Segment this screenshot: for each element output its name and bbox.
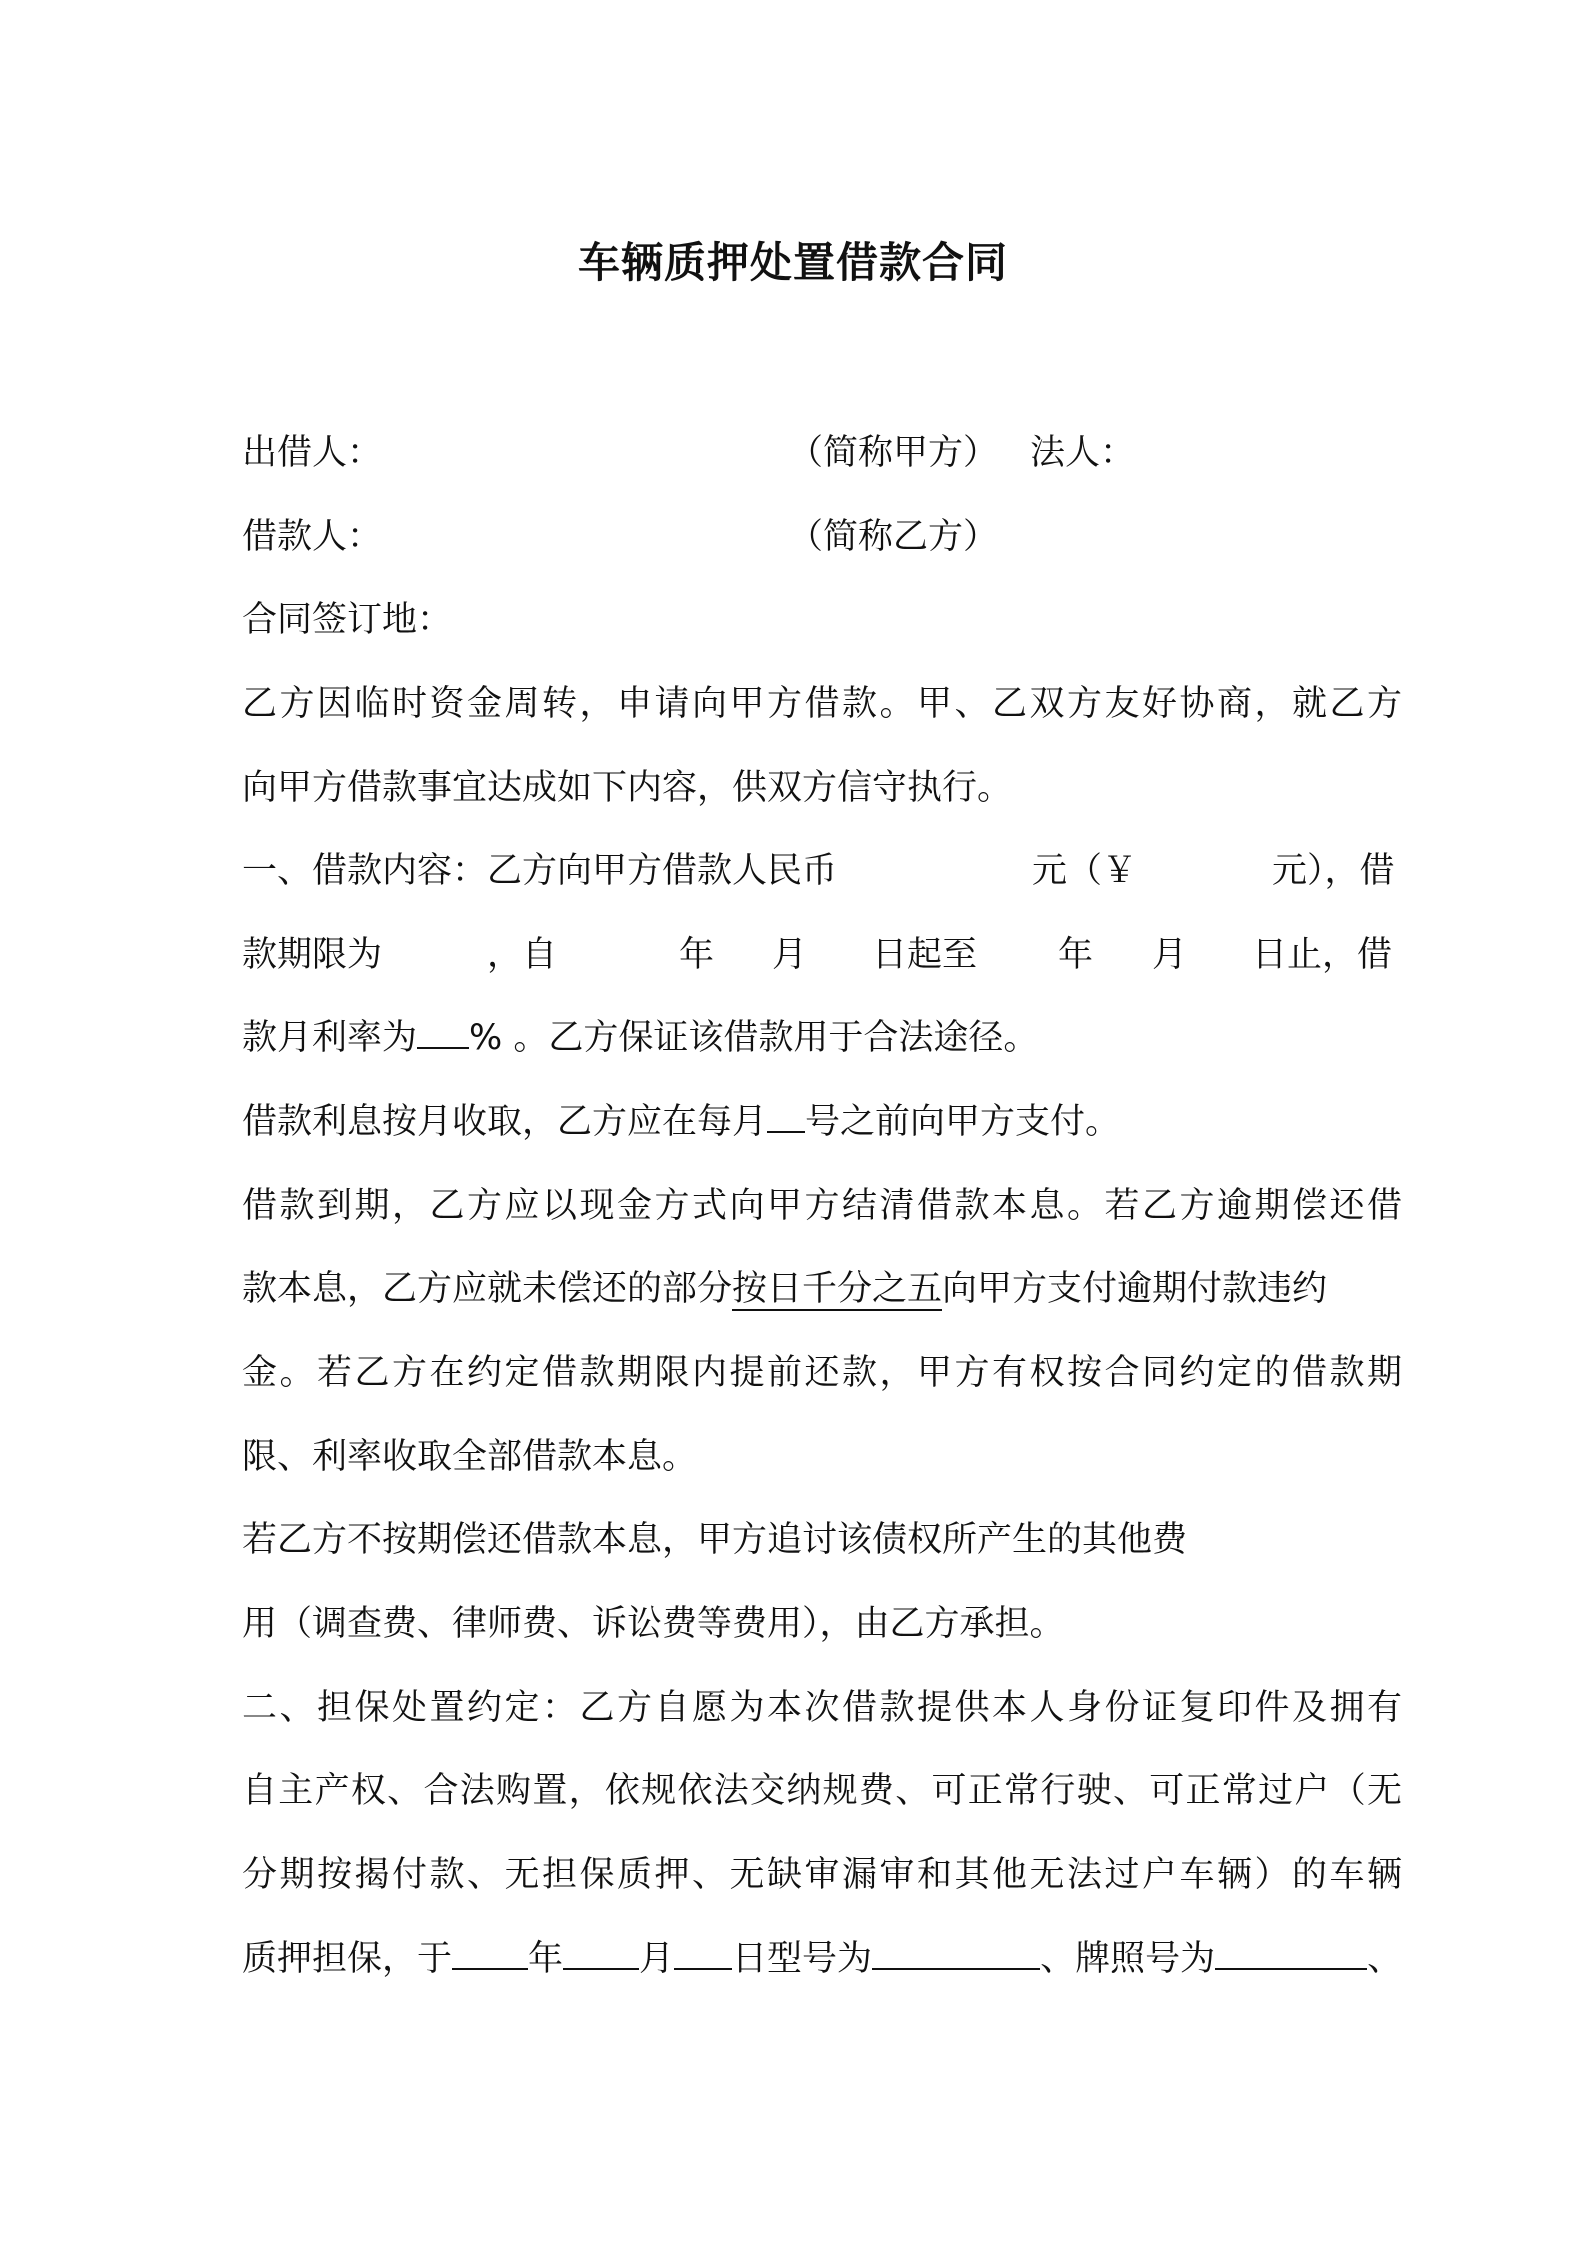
clause1-amount-yuan: 元（￥ (1032, 851, 1138, 891)
clause1-line-4 (242, 1099, 1402, 1145)
clause1-from-day: 日起至 (872, 935, 978, 975)
lender-short-name: （简称甲方） (788, 433, 999, 473)
clause1-amount-end: 元），借 (1272, 851, 1395, 891)
plate-number-blank (1215, 1936, 1367, 1970)
pledge-year-blank (452, 1936, 528, 1970)
clause2-plate-label: 、牌照号为 (1040, 1939, 1216, 1979)
clause1-rate-text: 。乙方保证该借款用于合法途径。 (502, 1018, 1039, 1058)
vehicle-model-blank (872, 1936, 1040, 1970)
due-line-2-c: 向甲方支付逾期付款违约 (942, 1269, 1328, 1309)
clause1-rate-label: 款月利率为 (242, 1018, 418, 1058)
clause2-line-1: 二、担保处置约定：乙方自愿为本次借款提供本人身份证复印件及拥有 (242, 1688, 1402, 1728)
clause2-year: 年 (528, 1939, 564, 1979)
borrower-short-name: （简称乙方） (788, 517, 999, 557)
clause1-interest-end: 号之前向甲方支付。 (805, 1102, 1121, 1142)
pledge-day-blank (674, 1936, 732, 1970)
clause1-to-year: 年 (1058, 935, 1094, 975)
intro-line-1: 乙方因临时资金周转，申请向甲方借款。甲、乙双方友好协商，就乙方 (242, 684, 1402, 724)
interest-day-blank (767, 1099, 805, 1133)
due-line-4: 限、利率收取全部借款本息。 (242, 1437, 698, 1477)
clause1-rate-percent: % (469, 1018, 503, 1058)
pledge-month-blank (563, 1936, 639, 1970)
clause1-from-month: 月 (772, 935, 808, 975)
clause2-month: 月 (639, 1939, 675, 1979)
clause2-line-end: 、 (1367, 1939, 1403, 1979)
due-line-5: 若乙方不按期偿还借款本息，甲方追讨该债权所产生的其他费 (242, 1520, 1188, 1560)
clause2-model-label: 日型号为 (732, 1939, 873, 1979)
clause1-interest-text: 借款利息按月收取，乙方应在每月 (242, 1102, 768, 1142)
borrower-label: 借款人： (242, 517, 383, 557)
clause1-from-year: 年 (679, 935, 715, 975)
clause2-line-4 (242, 1936, 1402, 1982)
due-line-2-a: 款本息，乙方应就未偿还的部分 (242, 1269, 733, 1309)
clause2-line-2: 自主产权、合法购置，依规依法交纳规费、可正常行驶、可正常过户（无 (242, 1771, 1402, 1811)
contract-title: 车辆质押处置借款合同 (577, 238, 1008, 287)
legal-person-label: 法人： (1030, 433, 1136, 473)
due-line-1: 借款到期，乙方应以现金方式向甲方结清借款本息。若乙方逾期偿还借 (242, 1186, 1402, 1226)
due-line-2 (242, 1266, 1402, 1312)
due-line-6: 用（调查费、律师费、诉讼费等费用），由乙方承担。 (242, 1604, 1065, 1644)
clause1-to-day: 日止，借 (1252, 935, 1393, 975)
clause1-line-3 (242, 1015, 1402, 1061)
penalty-rate-underlined: 按日千分之五 (732, 1269, 943, 1309)
rate-blank (417, 1015, 469, 1049)
clause1-from-label: ，自 (487, 935, 558, 975)
clause1-term-label: 款期限为 (242, 935, 383, 975)
clause1-amount-text: 一、借款内容：乙方向甲方借款人民币 (242, 851, 838, 891)
clause2-line-3: 分期按揭付款、无担保质押、无缺审漏审和其他无法过户车辆）的车辆 (242, 1855, 1402, 1895)
intro-line-2: 向甲方借款事宜达成如下内容，供双方信守执行。 (242, 768, 1013, 808)
lender-label: 出借人： (242, 433, 383, 473)
sign-place-row (242, 597, 1402, 643)
clause1-to-month: 月 (1152, 935, 1188, 975)
due-line-3: 金。若乙方在约定借款期限内提前还款，甲方有权按合同约定的借款期 (242, 1353, 1402, 1393)
clause2-pledge-label: 质押担保，于 (242, 1939, 453, 1979)
sign-place-label: 合同签订地： (242, 600, 453, 640)
